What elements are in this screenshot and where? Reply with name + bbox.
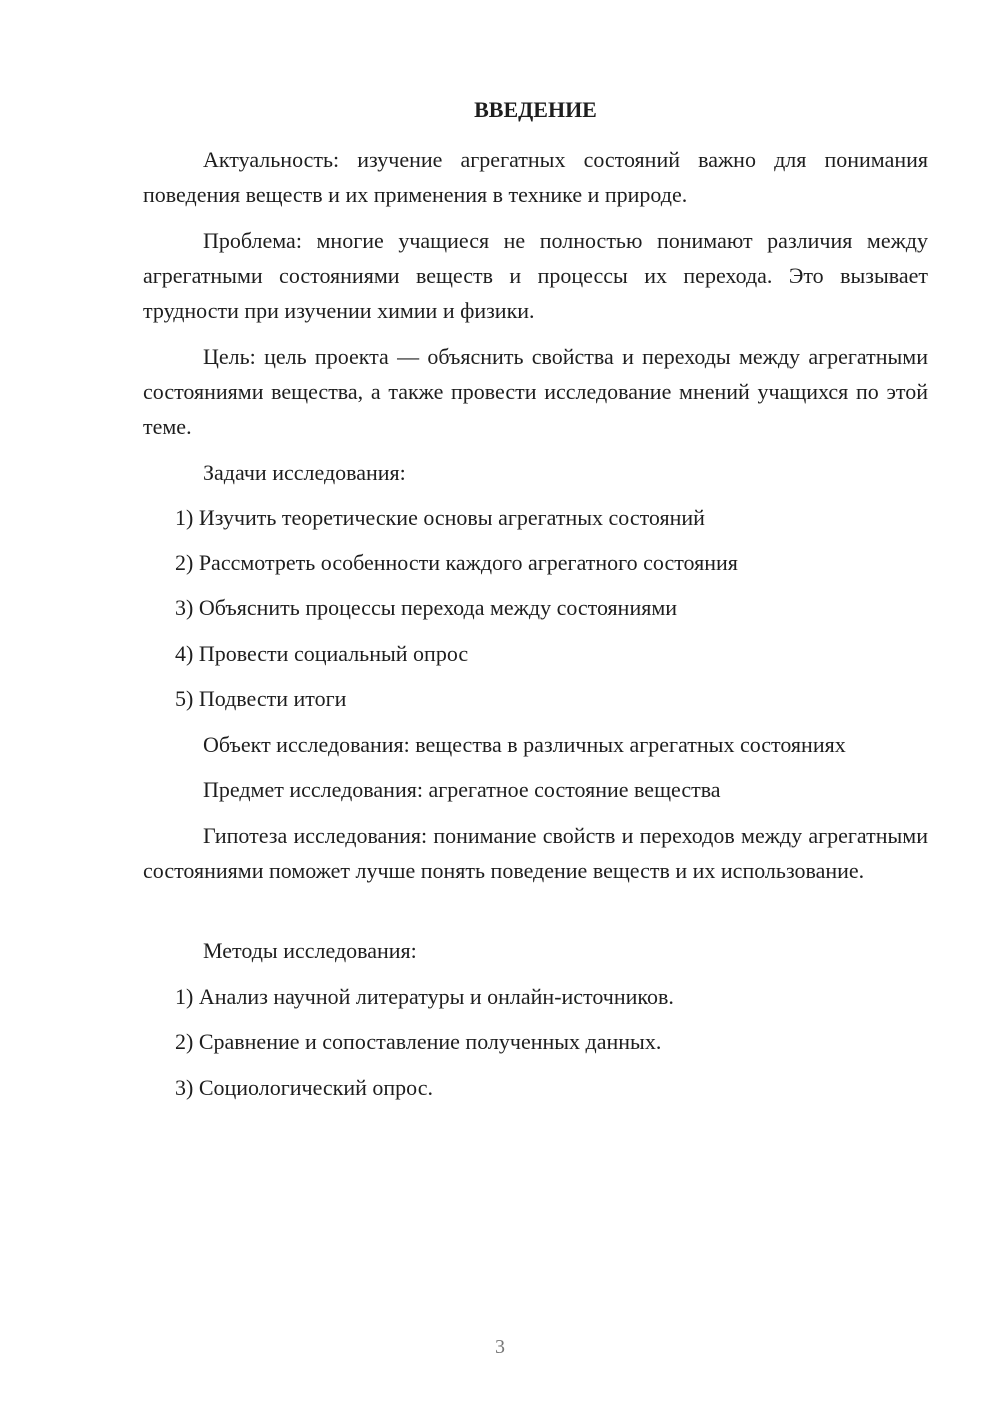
page-number: 3 [495,1336,505,1358]
hypothesis-paragraph: Гипотеза исследования: понимание свойств и переходов между агрегатными состояниями поможет лучше понять поведение веществ и их использование. [143,823,928,883]
task-item: 5) Подвести итоги [175,686,347,711]
method-item: 3) Социологический опрос. [175,1075,433,1100]
method-item: 2) Сравнение и сопоставление полученных данных. [175,1029,662,1054]
page-title: ВВЕДЕНИЕ [474,97,597,122]
task-item: 3) Объяснить процессы перехода между состояниями [175,595,678,620]
task-item: 2) Рассмотреть особенности каждого агрегатного состояния [175,550,738,575]
problem-paragraph: Проблема: многие учащиеся не полностью понимают различия между агрегатными состояниями веществ и процессы их перехода. Это вызывает трудности при изучении химии и физики. [143,228,928,323]
subject-line: Предмет исследования: агрегатное состояние вещества [203,777,721,802]
goal-paragraph: Цель: цель проекта — объяснить свойства и переходы между агрегатными состояниями вещества, а также провести исследование мнений учащихся по этой теме. [143,344,928,439]
object-line: Объект исследования: вещества в различных агрегатных состояниях [203,732,846,757]
task-item: 4) Провести социальный опрос [175,641,469,666]
method-item: 1) Анализ научной литературы и онлайн-источников. [175,984,674,1009]
task-item: 1) Изучить теоретические основы агрегатных состояний [175,505,705,530]
relevance-paragraph: Актуальность: изучение агрегатных состояний важно для понимания поведения веществ и их применения в технике и природе. [143,147,928,207]
methods-heading: Методы исследования: [203,938,417,963]
tasks-heading: Задачи исследования: [203,460,406,485]
